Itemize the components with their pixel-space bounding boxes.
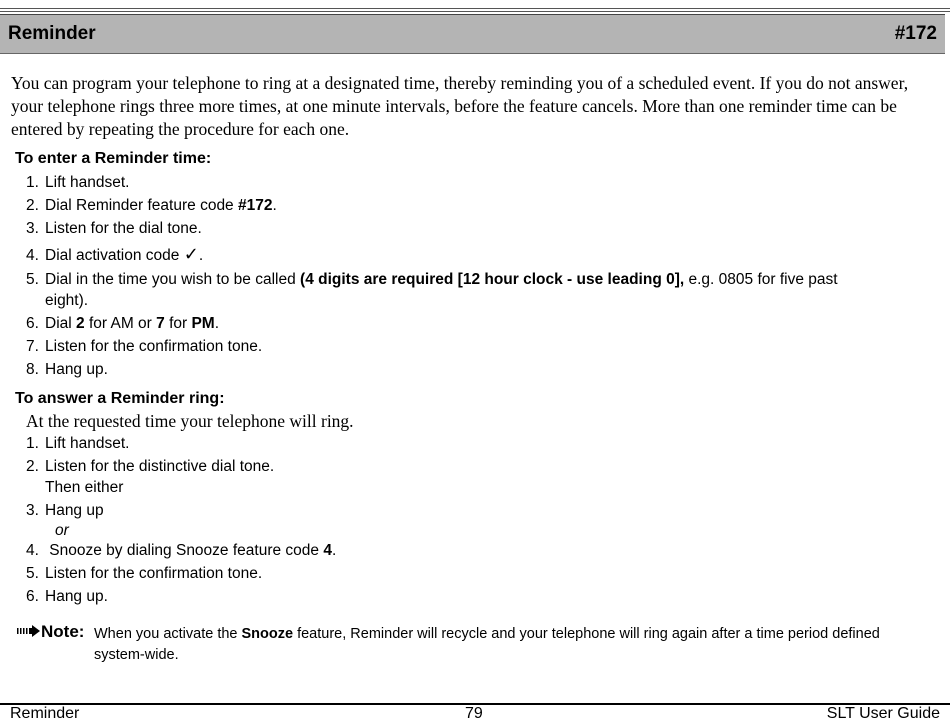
list-item: 8. Hang up. <box>26 361 108 378</box>
note-label: Note: <box>41 622 85 641</box>
list-item: 3. Hang up <box>26 502 104 519</box>
note-arrow-icon <box>17 624 41 641</box>
page-header <box>0 14 945 54</box>
top-rule <box>0 8 950 9</box>
list-item-continuation: eight). <box>45 292 89 309</box>
answer-reminder-heading: To answer a Reminder ring: <box>15 390 225 407</box>
list-item: 3. Listen for the dial tone. <box>26 220 202 237</box>
list-item: 7. Listen for the confirmation tone. <box>26 338 263 355</box>
page-number: 79 <box>465 705 483 722</box>
list-item: 1. Lift handset. <box>26 174 130 191</box>
intro-paragraph: You can program your telephone to ring at a designated time, thereby reminding you of a scheduled event. If you do not answer, your telephone rings three more times, at one minute intervals, before the feature cancels. More than one reminder time can be entered by repeating the procedure for each one. <box>11 73 909 139</box>
top-rule <box>0 11 950 12</box>
list-item: 5. Dial in the time you wish to be called (4 digits are required [12 hour clock - use leading 0], e.g. 0805 for five past <box>26 271 838 288</box>
feature-code: #172 <box>894 23 937 44</box>
page-title: Reminder <box>8 23 96 44</box>
list-item: 5. Listen for the confirmation tone. <box>26 565 263 582</box>
list-item: 2. Listen for the distinctive dial tone. <box>26 458 275 475</box>
list-item: 2. Dial Reminder feature code #172. <box>26 197 277 214</box>
list-item: 6. Hang up. <box>26 588 108 605</box>
checkmark-icon: ✓ <box>183 244 199 265</box>
list-item: 4. Dial activation code ✓. <box>26 244 204 265</box>
enter-reminder-heading: To enter a Reminder time: <box>15 150 212 167</box>
note-text: When you activate the Snooze feature, Reminder will recycle and your telephone will ring again after a time period defined system-wide. <box>94 626 880 663</box>
list-item: 4. Snooze by dialing Snooze feature code 4. <box>26 542 337 559</box>
or-label: or <box>55 522 69 539</box>
answer-intro: At the requested time your telephone will ring. <box>26 411 354 431</box>
list-item: 1. Lift handset. <box>26 435 130 452</box>
footer-section-title: Reminder <box>10 705 80 722</box>
list-item-continuation: Then either <box>45 479 124 496</box>
footer-guide-title: SLT User Guide <box>826 705 940 722</box>
list-item: 6. Dial 2 for AM or 7 for PM. <box>26 315 220 332</box>
